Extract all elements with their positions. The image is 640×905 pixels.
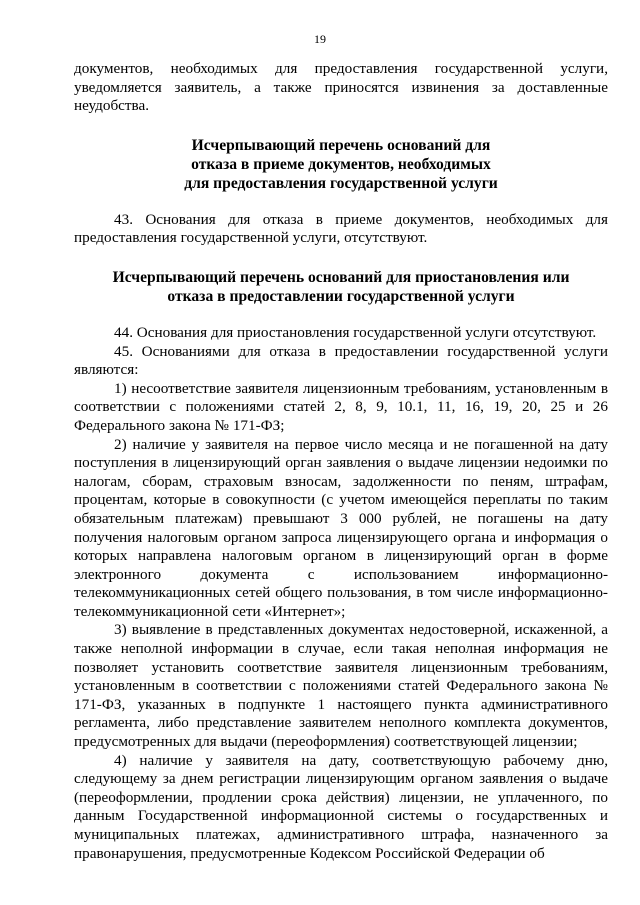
paragraph-43: 43. Основания для отказа в приеме документов, необходимых для предоставления государственной услуги, отсутствуют. xyxy=(74,210,608,247)
list-item-4: 4) наличие у заявителя на дату, соответствующую рабочему дню, следующему за днем регистрации лицензирующим органом заявления о выдаче (переоформлении, продлении срока действия) лицензии, не уплаченного, по данным Государственной информационной системы о государственных и муниципальных платежах, административного штрафа, назначенного за правонарушения, предусмотренные Кодексом Российской Федерации об xyxy=(74,751,608,862)
paragraph-45: 45. Основаниями для отказа в предоставлении государственной услуги являются: xyxy=(74,342,608,379)
heading-line: отказа в предоставлении государственной услуги xyxy=(167,287,515,305)
paragraph-44: 44. Основания для приостановления государственной услуги отсутствуют. xyxy=(114,323,597,341)
heading-line: Исчерпывающий перечень оснований для xyxy=(191,136,491,154)
list-item-3: 3) выявление в представленных документах недостоверной, искаженной, а также неполной информации в случае, если такая неполная информация не позволяет установить соответствие заявителя лицензионным требованиям, установленным в соответствии с положениями статей Федерального закона № 171-ФЗ, указанных в подпункте 1 настоящего пункта административного регламента, либо представление заявителем неполного комплекта документов, предусмотренных для выдачи (переоформления) соответствующей лицензии; xyxy=(74,621,608,751)
section-1-heading xyxy=(74,136,608,193)
page-content xyxy=(74,60,608,863)
heading-line: для предоставления государственной услуги xyxy=(184,174,498,192)
intro-continuation: документов, необходимых для предоставления государственной услуги, уведомляется заявитель, а также приносятся извинения за доставленные неудобства. xyxy=(74,60,608,115)
heading-line: отказа в приеме документов, необходимых xyxy=(191,155,491,173)
page-number: 19 xyxy=(314,32,326,46)
section-2-heading xyxy=(74,268,608,306)
list-item-1: 1) несоответствие заявителя лицензионным требованиям, установленным в соответствии с положениями статей 2, 8, 9, 10.1, 11, 16, 19, 20, 25 и 26 Федерального закона № 171-ФЗ; xyxy=(74,379,608,434)
list-item-2: 2) наличие у заявителя на первое число месяца и не погашенной на дату поступления в лицензирующий орган заявления о выдаче лицензии недоимки по налогам, сборам, страховым взносам, задолженности по пеням, штрафам, процентам, которые в совокупности (с учетом имеющейся переплаты по таким обязательным платежам) превышают 3 000 рублей, не погашены на дату получения налоговым органом запроса лицензирующего органа и информация о которых направлена налоговым органом в лицензирующий орган в форме электронного документа с использованием информационно-телекоммуникационных сетей общего пользования, в том числе информационно-телекоммуникационной сети «Интернет»; xyxy=(74,435,608,620)
heading-line: Исчерпывающий перечень оснований для приостановления или xyxy=(112,268,570,286)
